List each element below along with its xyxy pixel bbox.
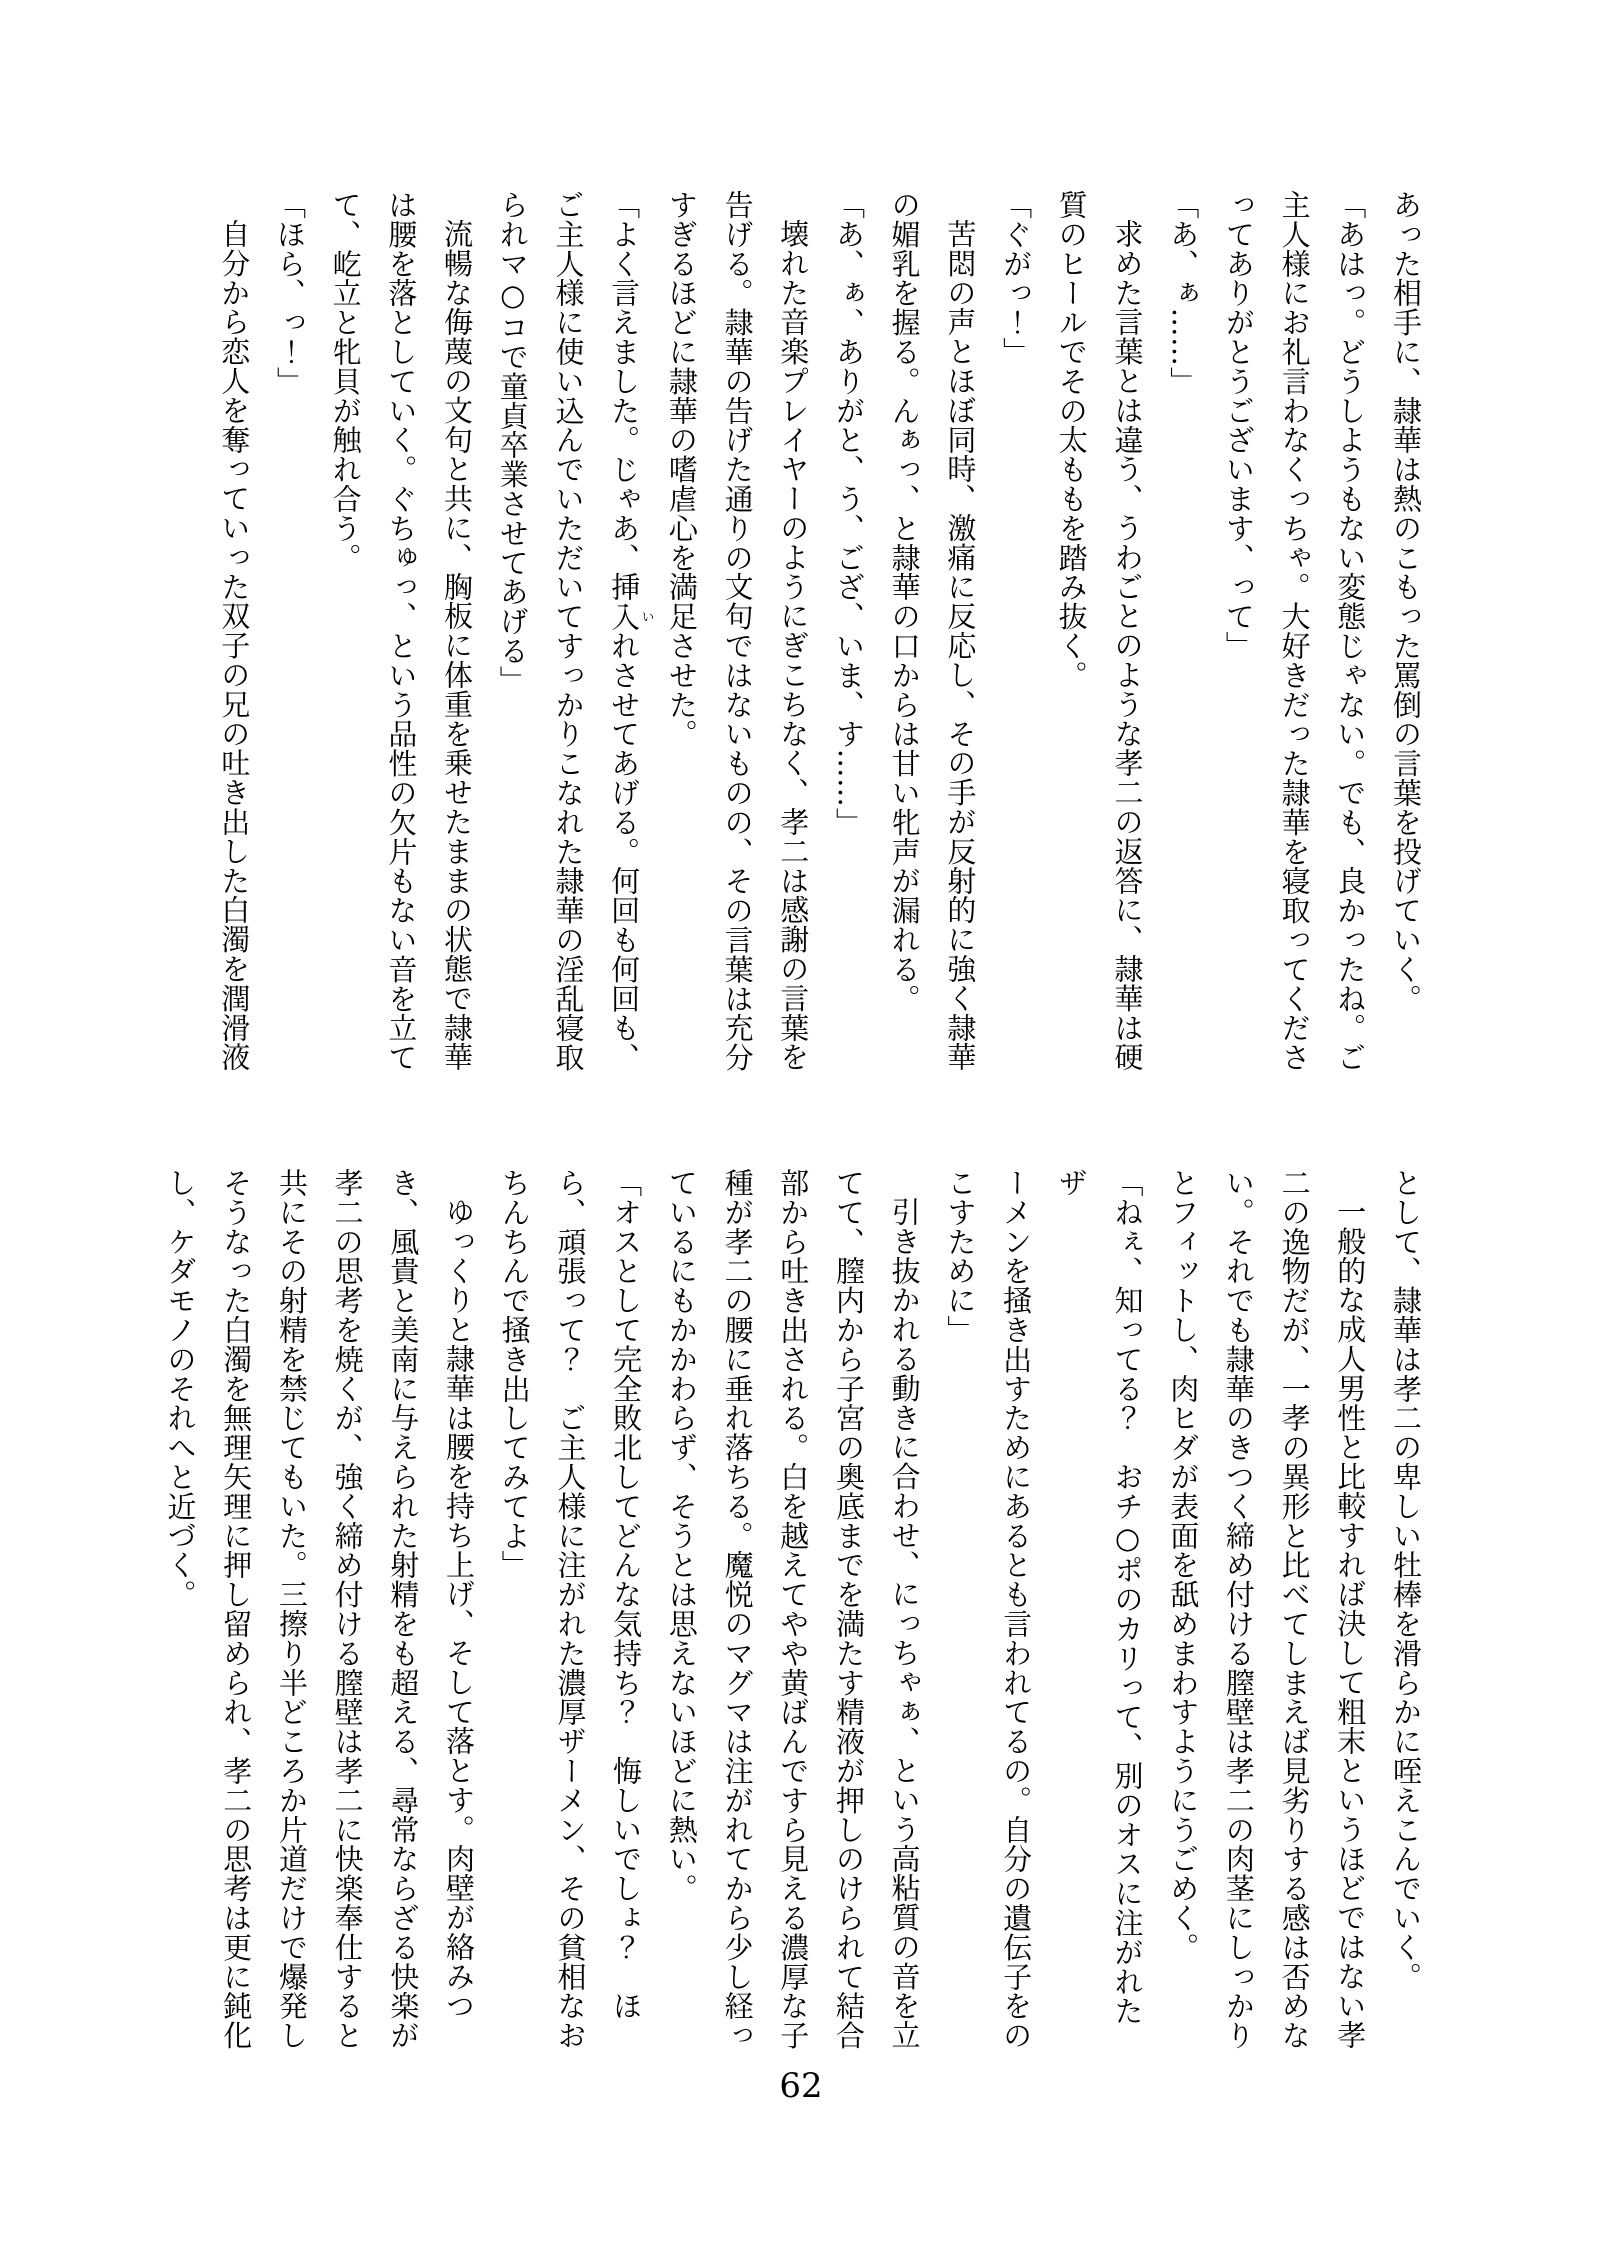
text-column: ちんちんで掻き出してみてよ」	[497, 1168, 532, 1580]
text-column: は腰を落としていく。ぐちゅっ、という品性の欠片もない音を立て	[384, 190, 419, 1072]
text-column: 質のヒールでその太ももを踏み抜く。	[1054, 190, 1089, 690]
text-column: 「ねぇ、知ってる？ おチ○ポのカリって、別のオスに注がれたザ	[1054, 1168, 1145, 2026]
text-column: として、隷華は孝二の卑しい牡棒を滑らかに咥えこんでいく。	[1389, 1168, 1423, 1992]
text-column: あった相手に、隷華は熱のこもった罵倒の言葉を投げていく。	[1389, 190, 1423, 1014]
text-column: 「オスとして完全敗北してどんな気持ち？ 悔しいでしょ？ ほ	[609, 1168, 644, 2021]
text-column: られマ○コで童貞卒業させてあげる」	[495, 190, 530, 695]
text-column: ってありがとうございます、って」	[1221, 190, 1256, 661]
text-column: ら、頑張って？ ご主人様に注がれた濃厚ザーメン、その貧相なお	[553, 1168, 588, 2050]
text-column: 二の逸物だが、一孝の異形と比べてしまえば見劣りする感は否めな	[1277, 1168, 1312, 2050]
text-column: 一般的な成人男性と比較すれば決して粗末というほどではない孝	[1333, 1197, 1368, 2050]
text-column: 告げる。隷華の告げた通りの文句ではないものの、その言葉は充分	[720, 190, 755, 1072]
text-column: き、風貴と美南に与えられた射精をも超える、尋常ならざる快楽が	[386, 1168, 421, 2050]
text-column: こすために」	[943, 1168, 978, 1345]
page-number: 62	[779, 2066, 823, 2106]
text-column: 共にその射精を禁じてもいた。三擦り半どころか片道だけで爆発し	[274, 1168, 309, 2050]
text-column: 自分から恋人を奪っていった双子の兄の吐き出した白濁を潤滑液	[217, 219, 252, 1072]
text-column: 求めた言葉とは違う、うわごとのような孝二の返答に、隷華は硬	[1110, 219, 1145, 1072]
text-column: 主人様にお礼言わなくっちゃ。大好きだった隷華を寝取ってくださ	[1277, 190, 1312, 1072]
text-column: てて、膣内から子宮の奥底までを満たす精液が押しのけられて結合	[831, 1168, 866, 2050]
text-column: ゆっくりと隷華は腰を持ち上げ、そして落とす。肉壁が絡みつ	[442, 1197, 477, 2021]
text-column: て、屹立と牝貝が触れ合う。	[328, 190, 363, 573]
text-column: 「あ、ぁ、ありがと、う、ござ、いま、す……」	[831, 190, 866, 837]
text-column: い。それでも隷華のきつく締め付ける膣壁は孝二の肉茎にしっかり	[1221, 1168, 1256, 2050]
text-column: 孝二の思考を焼くが、強く締め付ける膣壁は孝二に快楽奉仕すると	[330, 1168, 365, 2050]
text-column: とフィットし、肉ヒダが表面を舐めまわすようにうごめく。	[1166, 1168, 1201, 1962]
text-column: ているにもかかわらず、そうとは思えないほどに熱い。	[664, 1168, 699, 1903]
text-column: そうなった白濁を無理矢理に押し留められ、孝二の思考は更に鈍化	[219, 1168, 254, 2050]
text-column: 引き抜かれる動きに合わせ、にっちゃぁ、という高粘質の音を立	[887, 1197, 922, 2050]
text-column: 「あ、ぁ……」	[1166, 190, 1201, 396]
text-column: 「ぐがっ！」	[999, 190, 1034, 367]
bottom-text-block	[163, 1168, 1433, 2052]
text-column: 壊れた音楽プレイヤーのようにぎこちなく、孝二は感謝の言葉を	[776, 219, 811, 1072]
top-text-block	[207, 190, 1433, 1074]
text-column: 種が孝二の腰に垂れ落ちる。魔悦のマグマは注がれてから少し経っ	[720, 1168, 755, 2050]
text-column: 流暢な侮蔑の文句と共に、胸板に体重を乗せたままの状態で隷華	[440, 219, 475, 1072]
text-column: ご主人様に使い込んでいただいてすっかりこなれた隷華の淫乱寝取	[551, 190, 586, 1072]
text-column: し、ケダモノのそれへと近づく。	[163, 1168, 198, 1609]
text-column: 苦悶の声とほぼ同時、激痛に反応し、その手が反射的に強く隷華	[943, 219, 978, 1072]
text-column: 「ほら、っ！」	[272, 190, 307, 396]
text-column: ーメンを掻き出すためにあるとも言われてるの。自分の遺伝子をの	[999, 1168, 1034, 2050]
text-column: すぎるほどに隷華の嗜虐心を満足させた。	[664, 190, 699, 749]
text-column: 「あはっ。どうしようもない変態じゃない。でも、良かったね。ご	[1333, 190, 1368, 1072]
text-column: 部から吐き出される。白を越えてやや黄ばんですら見える濃厚な子	[776, 1168, 811, 2050]
text-column: の媚乳を握る。んぁっ、と隷華の口からは甘い牝声が漏れる。	[887, 190, 922, 1014]
furigana-ruby: 入い	[607, 601, 654, 632]
text-column-with-ruby: 「よく言えました。じゃあ、挿入いれさせてあげる。何回も何回も、	[607, 190, 654, 1073]
